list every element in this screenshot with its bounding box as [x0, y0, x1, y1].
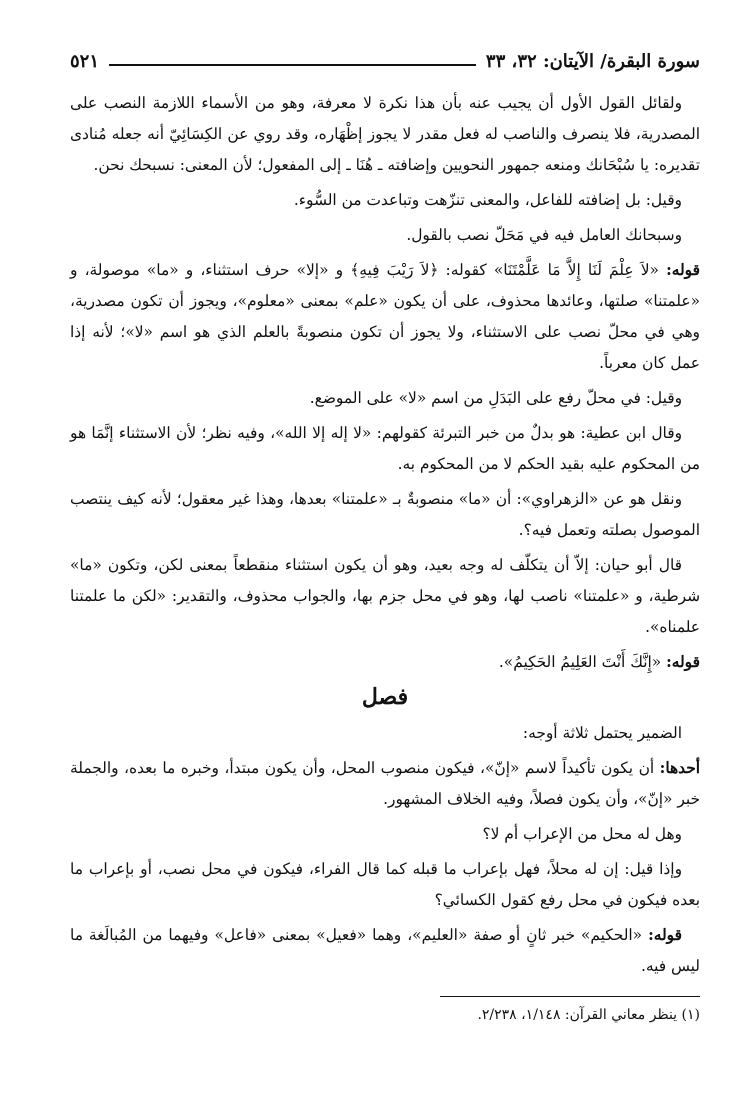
lead-label: قوله: — [648, 926, 682, 944]
lead-label: قوله: — [666, 261, 700, 279]
paragraph: ولقائل القول الأول أن يجيب عنه بأن هذا نكرة لا معرفة، وهو من الأسماء اللازمة النصب على المصدرية، فلا ينصرف والناصب له فعل مقدر لا يجوز إظْهَاره، وقد روي عن الكِسَائِيّ أنه جعله مُنادى تقديره: يا سُبْحَانك ومنعه جمهور النحويين وإضافته ـ هُنَا ـ إلى المفعول؛ لأن المعنى: نسبحك نحن. — [70, 94, 700, 174]
section-heading: فصل — [361, 684, 409, 710]
lead-label: أحدها: — [659, 759, 700, 777]
paragraph: وقال ابن عطية: هو بدلٌ من خبر التبرئة كقولهم: «لا إله إلا الله»، وفيه نظر؛ لأن الاستثناء إنَّمَا هو من المحكوم عليه بقيد الحكم لا من المحكوم به. — [70, 424, 700, 473]
paragraph: وقيل: في محلّ رفع على البَدَلِ من اسم «لا» على الموضع. — [309, 389, 682, 407]
section-paragraph: قوله: «الحكيم» خبر ثانٍ أو صفة «العليم»، وهما «فعيل» بمعنى «فاعل» وفيهما من المُبالَغة ما ليس فيه. — [70, 926, 700, 975]
section-paragraph: وإذا قيل: إن له محلاً، فهل بإعراب ما قبله كما قال الفراء، فيكون في محل نصب، أو بإعراب ما بعده فيكون في محل رفع كقول الكسائي؟ — [70, 860, 700, 909]
paragraph: وقيل: بل إضافته للفاعل، والمعنى تنزّهت وتباعدت من السُّوء. — [293, 191, 682, 209]
document-page — [70, 38, 700, 1078]
page-number: ٥٢١ — [70, 51, 100, 72]
footnote: (١) ينظر معاني القرآن: ١/١٤٨، ٢/٢٣٨. — [477, 1007, 700, 1023]
paragraph: قال أبو حيان: إلاّ أن يتكلّف له وجه بعيد، وهو أن يكون استثناء منقطعاً بمعنى لكن، وتكون «ما» شرطية، و «علمتنا» ناصب لها، وهو في محل جزم بها، والجواب محذوف، والتقدير: «لكن ما علمتنا علمناه». — [70, 556, 700, 636]
lead-label: قوله: — [666, 653, 700, 671]
paragraph: قوله: «لاَ عِلْمَ لَنَا إِلاَّ مَا عَلَّمْتَنَا» كقوله: ﴿لاَ رَيْبَ فِيهِ﴾ و «إلا» حرف استثناء، و «ما» موصولة، و «علمتنا» صلتها، وعائدها محذوف، على أن يكون «علم» بمعنى «معلوم»، ويجوز أن تكون مصدرية، وهي في محلّ نصب على الاستثناء، ولا يجوز أن تكون منصوبةً بالعلم الذي هو اسم «لا»؛ لأنه إذا عمل كان معرباً. — [70, 261, 700, 372]
paragraph: وسبحانك العامل فيه في مَحَلّ نصب بالقول. — [406, 226, 682, 244]
section-paragraph: أحدها: أن يكون تأكيداً لاسم «إنّ»، فيكون منصوب المحل، وأن يكون مبتدأ، وخبره ما بعده، والجملة خبر «إنّ»، وأن يكون فصلاً، وفيه الخلاف المشهور. — [70, 759, 700, 808]
section-paragraph: وهل له محل من الإعراب أم لا؟ — [482, 825, 682, 843]
running-header — [70, 38, 700, 72]
header-title: سورة البقرة/ الآيتان: ٣٢، ٣٣ — [485, 51, 700, 72]
header-rule — [109, 64, 476, 66]
section-paragraph: الضمير يحتمل ثلاثة أوجه: — [522, 724, 682, 742]
paragraph: قوله: «إِنَّكَ أَنْتَ العَلِيمُ الحَكِيمُ». — [498, 653, 700, 671]
footnote-rule — [440, 996, 700, 997]
page-body — [70, 88, 700, 1027]
paragraph: ونقل هو عن «الزهراوي»: أن «ما» منصوبةٌ بـ «علمتنا» بعدها، وهذا غير معقول؛ لأنه كيف ينتصب الموصول بصلته وتعمل فيه؟. — [70, 490, 700, 539]
